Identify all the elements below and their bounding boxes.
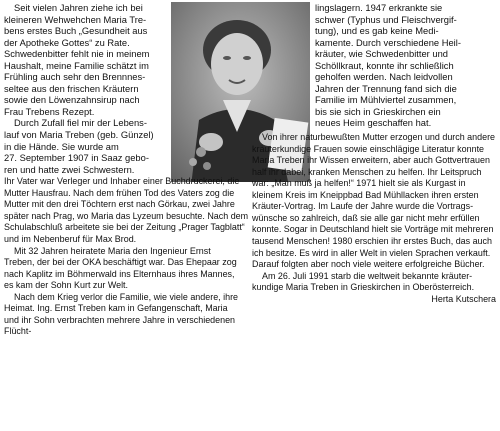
- left-paragraph-3-line: es kam der Sohn Kurt zur Welt.: [4, 280, 129, 291]
- left-paragraph-2-line: Ihr Vater war Verleger und Inhaber einer Buchdruckerei, die: [4, 176, 240, 187]
- left-paragraph-1-line: Seit vielen Jahren ziehe ich bei: [14, 3, 143, 13]
- left-paragraph-1-line: Schwedenbitter fehlt nie in meinem: [4, 49, 150, 60]
- left-paragraph-4-line: Heimat. Ing. Ernst Treben kam in Gefangenschaft, Maria: [4, 303, 228, 314]
- right-paragraph-2-line: tausend Menschen! 1980 erschien ihr erstes Buch, das auch: [252, 235, 492, 246]
- right-column-bottom: [252, 132, 496, 305]
- left-paragraph-2-line: 27. September 1907 in Saaz gebo-: [4, 153, 149, 164]
- right-paragraph-1-line: Jahren der Trennung fand sich die: [315, 83, 457, 94]
- left-paragraph-3-line: Mit 32 Jahren heiratete Maria den Ingenieur Ernst: [14, 245, 211, 256]
- left-paragraph-2-line: Durch Zufall fiel mir der Lebens-: [14, 118, 147, 129]
- left-paragraph-1-line: Haushalt, meine Familie schätzt im: [4, 60, 149, 71]
- left-paragraph-2-line: ren und hatte zwei Schwestern.: [4, 164, 135, 175]
- right-paragraph-2-line: Darauf folgten aber noch viele weitere erfolgreiche Bücher.: [252, 259, 485, 270]
- left-paragraph-4-line: und ihr Sohn verbrachten mehrere Jahre in verschiedenen: [4, 314, 236, 325]
- left-paragraph-4-line: Nach dem Krieg verlor die Familie, wie viele andere, ihre: [14, 291, 239, 302]
- left-paragraph-1-line: seltee aus den frischen Kräutern: [4, 83, 139, 94]
- right-paragraph-2-line: konnte. Sogar in Deutschland hielt sie Vorträge mit mehreren: [252, 224, 494, 235]
- left-paragraph-2-line: lauf von Maria Treben (geb. Günzel): [4, 130, 154, 141]
- right-paragraph-2-line: ich besitze. Es wird in aller Welt in vielen Sprachen verkauft.: [252, 247, 491, 258]
- left-column-bottom: [4, 176, 248, 338]
- right-paragraph-2-line: war: „Man muß ja helfen!“ 1971 hielt sie als Kurgast in: [252, 178, 466, 189]
- left-paragraph-2-line: Mutter mit den drei Töchtern erst nach Görkau, zwei Jahre: [4, 199, 235, 210]
- right-paragraph-1-line: neues Heim geschaffen hat.: [315, 118, 432, 129]
- left-paragraph-2-line: und im Nebenberuf für Max Brod.: [4, 233, 137, 244]
- right-paragraph-3-line: kundige Maria Treben in Grieskirchen in Oberösterreich.: [252, 282, 475, 293]
- left-paragraph-1-line: sowie den Löwenzahnsirup nach: [4, 95, 140, 106]
- right-paragraph-2-line: kräuterkundige Frauen sowie einschlägige Literatur konnte: [252, 143, 485, 154]
- left-paragraph-2-line: Mutter Hausfrau. Nach dem frühen Tod des Vaters zog die: [4, 187, 235, 198]
- right-paragraph-1-line: Familie im Mühlviertel zusammen,: [315, 95, 457, 106]
- right-paragraph-2-line: half ihr dabei, kranken Menschen zu helfen. Ihr Leitspruch: [252, 166, 482, 177]
- left-paragraph-2-line: in die Hände. Sie wurde am: [4, 141, 119, 152]
- right-paragraph-1-line: schwer (Typhus und Fleischvergif-: [315, 14, 457, 25]
- right-paragraph-2-line: Kräuter-Vortrag. Im Laufe der Jahre wurde die Vortrags-: [252, 201, 474, 212]
- left-paragraph-1-line: kleineren Wehwehchen Maria Tre-: [4, 14, 147, 25]
- right-paragraph-2-line: Von ihrer naturbewußten Mutter erzogen und durch andere: [262, 132, 496, 143]
- left-paragraph-2-line: später nach Prag, wo Maria das Lyzeum besuchte. Nach dem: [4, 210, 249, 221]
- right-paragraph-1-line: kräuter, wie Schwedenbitter und: [315, 49, 448, 60]
- left-paragraph-2-line: Schulabschluß arbeitete sie bei der Zeitung „Prager Tagblatt“: [4, 222, 245, 233]
- left-paragraph-1-line: Frau Trebens Rezept.: [4, 106, 95, 117]
- right-column-top: [315, 3, 496, 130]
- left-paragraph-1-line: Frühling auch sehr den Brennnes-: [4, 72, 146, 83]
- right-paragraph-2-line: wünsche so zahlreich, daß sie alle gar nicht mehr erfüllen: [252, 212, 480, 223]
- left-paragraph-1-line: der Apotheke Gottes“ zu Rate.: [4, 37, 130, 48]
- right-paragraph-1-line: geholfen werden. Nach leidvollen: [315, 72, 453, 83]
- right-paragraph-2-line: Maria Treben ihr Wissen erweitern, aber auch Gottvertrauen: [252, 155, 490, 166]
- right-paragraph-1-line: tung), und es gab keine Medi-: [315, 26, 439, 37]
- left-column-top: [4, 3, 166, 176]
- left-paragraph-3-line: nach Kaplitz im Böhmerwald ins Elternhaus ihres Mannes,: [4, 268, 235, 279]
- author-signature: Herta Kutschera: [431, 293, 496, 304]
- right-paragraph-1-line: lingslagern. 1947 erkrankte sie: [315, 3, 443, 13]
- right-paragraph-2-line: kleinem Kreis im Kneippbad Bad Mühllacken ihren ersten: [252, 189, 479, 200]
- right-paragraph-1-line: bis sie sich in Grieskirchen ein: [315, 106, 441, 117]
- left-paragraph-4-line: Flücht-: [4, 326, 32, 337]
- left-paragraph-1-line: bens erstes Buch „Gesundheit aus: [4, 26, 148, 37]
- left-paragraph-3-line: Treben, der bei der OKA beschäftigt war. Das Ehepaar zog: [4, 257, 237, 268]
- right-paragraph-3-line: Am 26. Juli 1991 starb die weltweit bekannte kräuter-: [262, 270, 473, 281]
- right-paragraph-1-line: Schöllkraut, konnte ihr schließlich: [315, 60, 454, 71]
- right-paragraph-1-line: kamente. Durch verschiedene Heil-: [315, 37, 461, 48]
